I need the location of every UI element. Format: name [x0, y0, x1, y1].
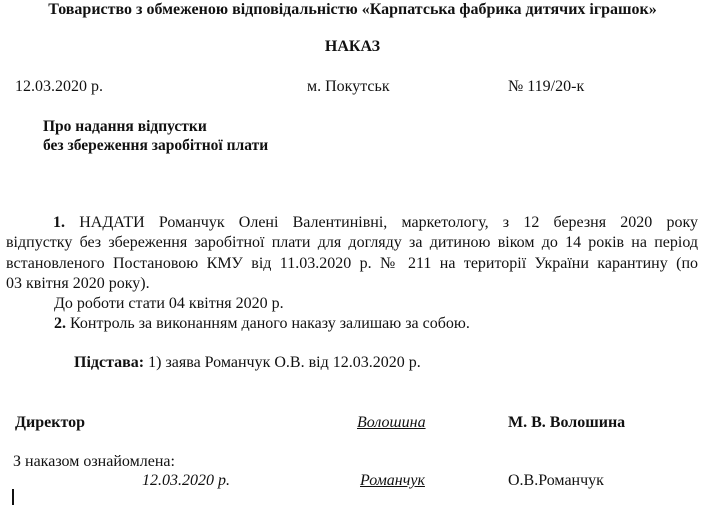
subject-line-2: без збереження заробітної плати [43, 137, 269, 154]
paragraph-1-number: 1. [53, 214, 65, 231]
basis-label: Підстава: [74, 354, 145, 371]
paragraph-1-line-1 [6, 213, 698, 232]
director-position: Директор [15, 414, 85, 431]
acknowledgement-label: З наказом ознайомлена: [13, 453, 175, 470]
acknowledgement-signature: Романчук [360, 472, 425, 489]
paragraph-2 [54, 314, 470, 333]
paragraph-1-line-2: відпустку без збереження заробітної плати для догляду за дитиною віком до 14 років на період [6, 234, 698, 251]
paragraph-2-number: 2. [54, 315, 66, 332]
paragraph-2-text: Контроль за виконанням даного наказу залишаю за собою. [66, 315, 470, 332]
basis-line [74, 353, 421, 372]
director-signature: Волошина [357, 414, 426, 431]
acknowledgement-name: О.В.Романчук [508, 472, 604, 489]
text-cursor [12, 489, 14, 505]
acknowledgement-date: 12.03.2020 р. [142, 472, 230, 489]
director-name: М. В. Волошина [508, 414, 626, 431]
order-date: 12.03.2020 р. [15, 78, 103, 95]
order-number: № 119/20-к [508, 78, 585, 95]
paragraph-1-line-3: встановленого Постановою КМУ від 11.03.2020 р. № 211 на території України карантину (по [6, 255, 698, 272]
paragraph-1-verb: НАДАТИ [79, 214, 145, 231]
paragraph-1-line-4: 03 квітня 2020 року). [6, 275, 150, 292]
organization-name: Товариство з обмеженою відповідальністю «Карпатська фабрика дитячих іграшок» [48, 1, 657, 18]
basis-text: 1) заява Романчук О.В. від 12.03.2020 р. [144, 354, 421, 371]
paragraph-1-line-1-text: Романчук Олені Валентинівні, маркетологу, з 12 березня 2020 року [144, 214, 699, 231]
paragraph-1-line-5: До роботи стати 04 квітня 2020 р. [54, 295, 284, 312]
document-title: НАКАЗ [324, 38, 381, 55]
order-city: м. Покутськ [307, 78, 390, 95]
subject-line-1: Про надання відпустки [43, 118, 207, 135]
